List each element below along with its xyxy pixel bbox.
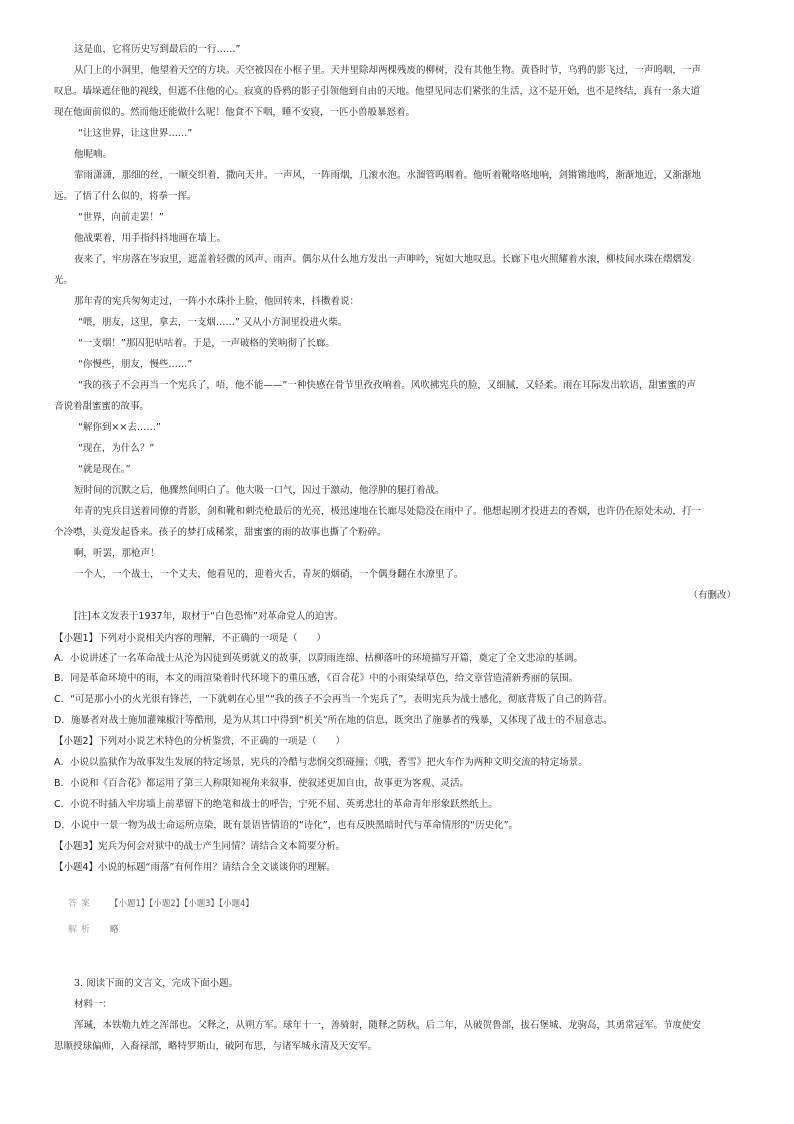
story-paragraph: 那年青的宪兵匆匆走过，一阵小水珠扑上脸，他回转来，抖擞着说： bbox=[74, 296, 360, 307]
section-title: 3. 阅读下面的文言文，完成下面小题。 bbox=[74, 978, 239, 989]
story-paragraph: 霏雨潇潇，那细的丝，一顺交织着，撒向天井。一声风，一阵雨烟，几滚水泡。水溜管呜咽着。他听着靴咯咯地响，剑锵锵地鸣，渐渐地近，又渐渐地 bbox=[74, 170, 702, 181]
story-paragraph: 啊，听罢，那枪声！ bbox=[74, 548, 160, 559]
material-label: 材料一： bbox=[74, 999, 113, 1010]
story-paragraph: 这是血，它将历史写到最后的一行……” bbox=[74, 44, 241, 55]
story-paragraph: 光。 bbox=[54, 275, 74, 286]
story-paragraph: 他战栗着，用手指抖抖地画在墙上。 bbox=[74, 233, 227, 244]
story-paragraph: “我的孩子不会再当一个宪兵了，唔，他不能——”一种快感在骨节里孜孜响着。风吹拂宪兵的脸，又细腻，又轻柔。雨在耳际发出软语，甜蜜蜜的声 bbox=[78, 380, 696, 391]
question-option: C．“可是那小小的火光很有锋芒，一下就刺在心里”“我的孩子不会再当一个宪兵了”，表明宪兵为战士感化，彻底背叛了自己的阵营。 bbox=[54, 694, 613, 705]
story-paragraph: 短时间的沉默之后，他骤然间明白了。他大吸一口气，因过于激动，他浮肿的腿打着战。 bbox=[74, 485, 445, 496]
story-paragraph: “解你到××去……” bbox=[78, 422, 161, 433]
source-note: （有删改） bbox=[688, 590, 736, 601]
story-paragraph: “你慢些，朋友，慢些……” bbox=[78, 359, 193, 370]
answer-text: 【小题1】【小题2】【小题3】【小题4】 bbox=[110, 899, 254, 909]
question-option: C．小说不时插入牢房墙上前辈留下的绝笔和战士的呼告，宁死不屈、英勇悲壮的革命青年形象跃然纸上。 bbox=[54, 799, 498, 810]
question-option: D．施暴者对战士施加灌辣椒汁等酷刑，是为从其口中得到“机关”所在地的信息，既突出了施暴者的残暴，又体现了战士的不屈意志。 bbox=[54, 715, 613, 726]
story-paragraph: “就是现在。” bbox=[78, 464, 131, 475]
story-paragraph: 远。了悟了什么似的，将拳一挥。 bbox=[54, 191, 197, 202]
question-title: 【小题2】下列对小说艺术特色的分析鉴赏，不正确的一项是（ ） bbox=[54, 736, 346, 747]
story-paragraph: 个冷噤，头竟发起昏来。孩子的梦打成稀浆，甜蜜蜜的雨的故事也撕了个粉碎。 bbox=[54, 527, 387, 538]
question-option: D．小说中一景一物为战士命运所点染，既有景语皆情语的“诗化”，也有反映黑暗时代与革命情形的“历史化”。 bbox=[54, 820, 519, 831]
story-paragraph: 夜来了，牢房落在岑寂里，遮盖着轻微的风声、雨声。偶尔从什么地方发出一声呻吟，宛如大地叹息。长廊下电火照耀着水滚，柳枝间水珠在熠熠发 bbox=[74, 254, 692, 265]
question-option: B．小说和《百合花》都运用了第三人称限知视角来叙事，使叙述更加自由，故事更为客观、灵活。 bbox=[54, 778, 470, 789]
story-paragraph: 从门上的小洞里，他望着天空的方块。天空被囚在小框子里。天井里除却两棵残废的柳树，没有其他生物。黄昏时节，乌鸦的影飞过，一声呜咽，一声 bbox=[74, 65, 702, 76]
analysis-label: 解析 bbox=[68, 925, 95, 935]
story-paragraph: “喂，朋友，这里，拿去，一支烟……” 又从小方洞里投进火柴。 bbox=[78, 317, 348, 328]
answer-label: 答案 bbox=[68, 899, 95, 909]
question-title: 【小题3】宪兵为何会对狱中的战士产生同情？请结合文本简要分析。 bbox=[54, 841, 346, 852]
story-paragraph: 他呢喃。 bbox=[74, 149, 113, 160]
story-paragraph: 年青的宪兵目送着同僚的背影，剑和靴和刺壳枪最后的光亮，极迅速地在长廊尽处隐没在雨中了。他想起刚才投进去的香烟，也许仍在原处未动，打一 bbox=[74, 506, 702, 517]
story-paragraph: “现在，为什么？” bbox=[78, 443, 155, 454]
question-title: 【小题4】小说的标题“雨落”有何作用？请结合全文谈谈你的理解。 bbox=[54, 862, 336, 873]
story-paragraph: “一支烟！”那囚犯咕咕着。于是，一声破格的笑响彻了长廊。 bbox=[78, 338, 335, 349]
story-paragraph: 一个人，一个战士，一个丈夫，他看见的，迎着火舌，青灰的烟硝，一个偶身翻在水潦里了。 bbox=[74, 569, 464, 580]
question-option: B．同是革命环境中的雨，本文的雨渲染着时代环境下的重压感，《百合花》中的小雨染绿草色，给文章营造清新秀丽的氛围。 bbox=[54, 673, 579, 684]
analysis-text: 略 bbox=[110, 925, 119, 935]
question-option: A．小说讲述了一名革命战士从沦为囚徒到英勇就义的故事，以阴雨连绵、枯柳落叶的环境描写开篇，奠定了全文悲凉的基调。 bbox=[54, 653, 584, 664]
classical-text: 浑瑊，本铁勒九姓之浑部也。父释之，从朔方军。球年十一，善骑射，随释之防秋。后二年，从破贺鲁部，拔石堡城、龙驹岛，其勇常冠军。节度使安 bbox=[74, 1020, 702, 1031]
story-paragraph: 音说着甜蜜蜜的故事。 bbox=[54, 401, 150, 412]
story-paragraph: 现在他面前似的。然而他还能做什么呢！他食不下咽，睡不安寝，一匹小兽般暴怒着。 bbox=[54, 107, 416, 118]
story-paragraph: “让这世界，让这世界……” bbox=[78, 128, 193, 139]
classical-text: 思顺授球偏师，入裔禄部，略特罗斯山，破阿布思，与诸军城永清及天安军。 bbox=[54, 1041, 378, 1052]
footnote: [注]本文发表于1937年，取材于“白色恐怖”对革命党人的迫害。 bbox=[74, 611, 344, 622]
question-option: A．小说以监狱作为故事发生发展的特定场景，宪兵的冷酷与悲悯交织碰撞；《哦，香雪》把火车作为两种文明交流的特定场景。 bbox=[54, 757, 588, 768]
question-title: 【小题1】下列对小说相关内容的理解，不正确的一项是（ ） bbox=[54, 633, 327, 644]
story-paragraph: 叹息。墙垛遮住他的视线，但遮不住他的心。寂寞的昏鸦的影子引领他到自由的天地。他望见同志们紧张的生活，这不是开始，也不是终结，真有一条大道 bbox=[54, 86, 701, 97]
story-paragraph: “世界，向前走罢！” bbox=[78, 212, 164, 223]
